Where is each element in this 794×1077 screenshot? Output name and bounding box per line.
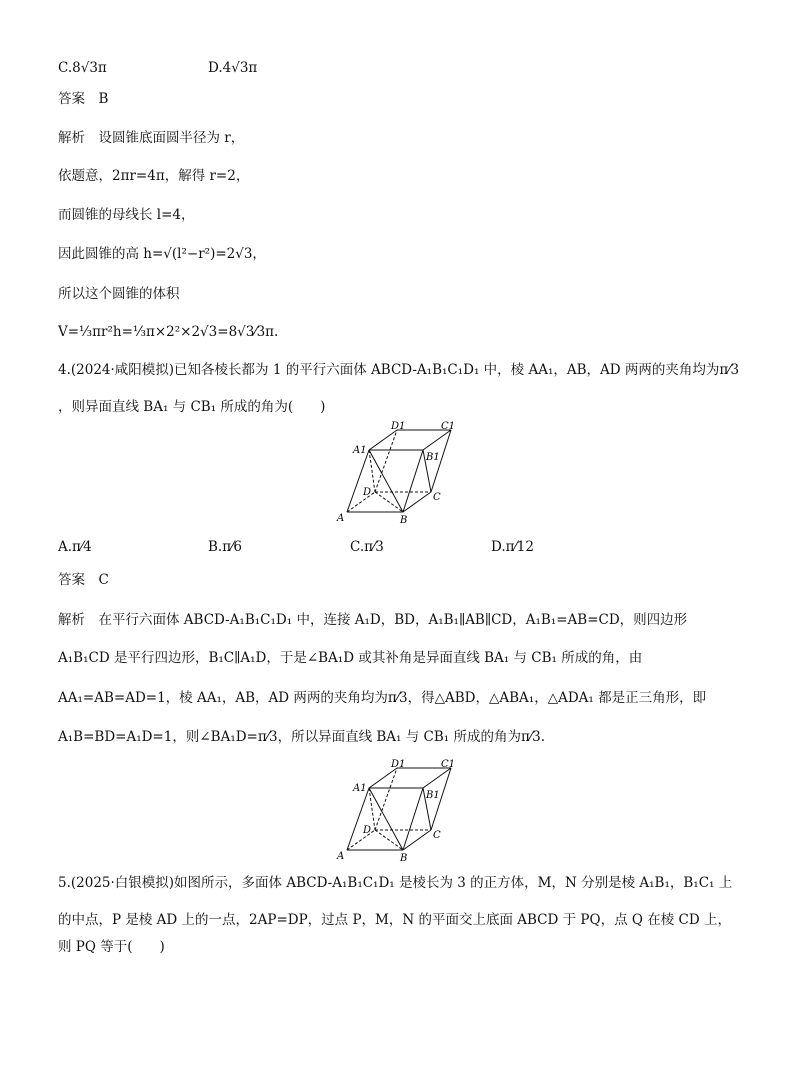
vertex-label-c1: C1 (441, 759, 456, 770)
vertex-label-a: A (337, 513, 345, 524)
answer-line: 答案 B (58, 91, 109, 107)
parallelepiped-figure (335, 420, 465, 529)
question-stem: 的中点，P 是棱 AD 上的一点，2AP=DP，过点 P，M，N 的平面交上底面 ABCD 于 PQ，点 Q 在棱 CD 上， (58, 912, 731, 928)
vertex-label-b: B (400, 853, 408, 863)
vertex-label-b1: B1 (426, 790, 440, 801)
vertex-label-c: C (433, 492, 441, 503)
vertex-label-b1: B1 (426, 452, 440, 463)
vertex-label-d1: D1 (391, 421, 406, 432)
option-d: D.4√3π (208, 60, 258, 76)
vertex-label-d1: D1 (391, 759, 406, 770)
answer-line: 答案 C (58, 572, 109, 588)
solution-line: A₁B₁CD 是平行四边形，B₁C∥A₁D，于是∠BA₁D 或其补角是异面直线 BA₁ 与 CB₁ 所成的角，由 (58, 650, 643, 666)
solution-line: 解析 设圆锥底面圆半径为 r， (58, 130, 245, 146)
vertex-label-a1: A1 (353, 783, 367, 794)
vertex-label-d: D (363, 825, 372, 836)
question-stem: 5.(2025·白银模拟)如图所示，多面体 ABCD-A₁B₁C₁D₁ 是棱长为 3 的正方体，M，N 分别是棱 A₁B₁，B₁C₁ 上 (58, 875, 733, 891)
solution-line: 而圆锥的母线长 l=4， (58, 207, 195, 223)
solution-line: 因此圆锥的高 h=√(l²−r²)=2√3， (58, 246, 266, 262)
option-d: D.π⁄12 (491, 539, 534, 555)
vertex-label-b: B (400, 515, 408, 525)
vertex-label-a: A (337, 851, 345, 862)
vertex-label-d: D (363, 487, 372, 498)
solution-line: V=⅓πr²h=⅓π×2²×2√3=8√3⁄3π. (58, 324, 279, 340)
option-c: C.8√3π (58, 60, 107, 76)
question-stem: 则 PQ 等于( ) (58, 939, 165, 955)
option-a: A.π⁄4 (58, 539, 92, 555)
solution-line: 依题意，2πr=4π，解得 r=2， (58, 168, 250, 184)
parallelepiped-figure-solution-svg (335, 758, 465, 863)
solution-line: 解析 在平行六面体 ABCD-A₁B₁C₁D₁ 中，连接 A₁D，BD，A₁B₁∥AB∥CD，A₁B₁=AB=CD，则四边形 (58, 612, 688, 628)
question-stem: 4.(2024·咸阳模拟)已知各棱长都为 1 的平行六面体 ABCD-A₁B₁C₁D₁ 中，棱 AA₁，AB，AD 两两的夹角均为π⁄3 (58, 362, 740, 378)
solution-line: 所以这个圆锥的体积 (58, 286, 180, 302)
question-stem: ，则异面直线 BA₁ 与 CB₁ 所成的角为( ) (58, 399, 326, 415)
vertex-label-a1: A1 (353, 445, 367, 456)
vertex-label-c1: C1 (441, 421, 456, 432)
parallelepiped-figure-svg (335, 420, 465, 525)
option-c: C.π⁄3 (350, 539, 384, 555)
solution-line: AA₁=AB=AD=1，棱 AA₁，AB，AD 两两的夹角均为π⁄3，得△ABD，△ABA₁，△ADA₁ 都是正三角形，即 (58, 690, 707, 706)
vertex-label-c: C (433, 830, 441, 841)
solution-line: A₁B=BD=A₁D=1，则∠BA₁D=π⁄3，所以异面直线 BA₁ 与 CB₁ 所成的角为π⁄3. (58, 729, 545, 745)
option-b: B.π⁄6 (208, 539, 242, 555)
parallelepiped-figure-solution (335, 758, 465, 867)
